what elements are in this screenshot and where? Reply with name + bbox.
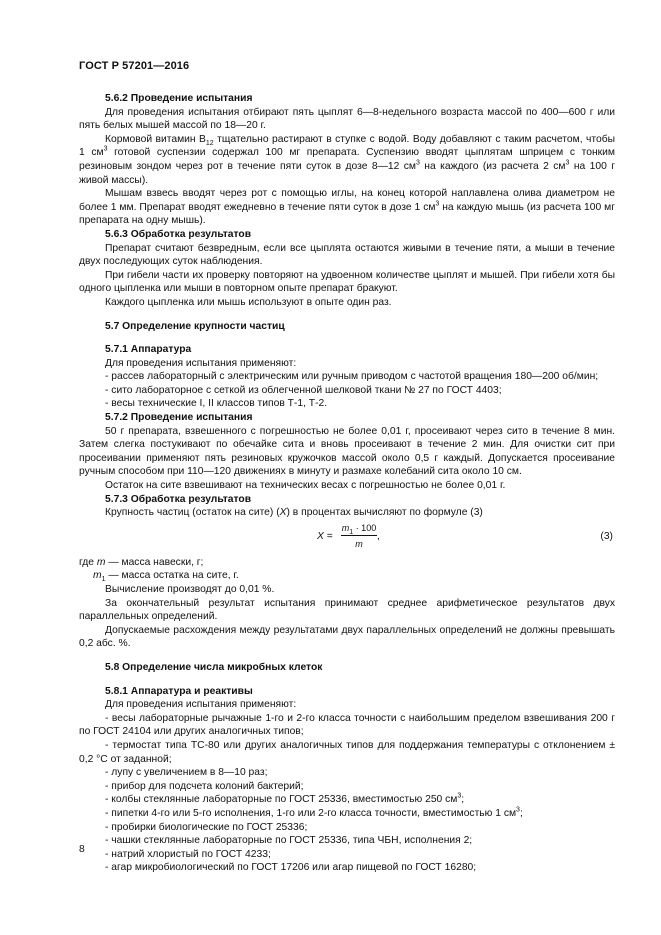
- list-item: - пипетки 4-го или 5-го исполнения, 1-го или 2-го класса точности, вместимостью 1 $см^3$;: [105, 806, 523, 819]
- list-item: - чашки стеклянные лабораторные по ГОСТ 25336, типа ЧБН, исполнения 2;: [105, 835, 473, 847]
- where-line-1: где m — масса навески, г;: [79, 556, 204, 568]
- formula-denominator: m: [355, 538, 363, 549]
- s573-paragraph-1: Крупность частиц (остаток на сите) (X) в процентах вычисляют по формуле (3): [105, 507, 483, 519]
- section-5-8-heading: 5.8 Определение числа микробных клеток: [105, 661, 323, 673]
- list-item: - термостат типа ТС-80 или других аналогичных типов для поддержания температуры с отклонением ± 0,2 °С от заданной;: [79, 739, 615, 765]
- s563-paragraph-1: Препарат считают безвредным, если все цыплята остаются живыми в течение пяти, а мыши в течение двух последующих суток наблюдения.: [79, 242, 615, 268]
- list-item: - натрий хлористый по ГОСТ 4233;: [105, 848, 271, 860]
- s562-paragraph-1: Для проведения испытания отбирают пять цыплят 6—8-недельного возраста массой по 400—600 г или пять белых мышей массой по 18—20 г.: [79, 106, 615, 132]
- s573-allowed: Допускаемые расхождения между результатами двух параллельных определений не должны превышать 0,2 абс. %.: [79, 624, 615, 650]
- formula-3: [79, 522, 615, 556]
- section-5-7-heading: 5.7 Определение крупности частиц: [105, 320, 285, 332]
- list-item: - сито лабораторное с сеткой из облегченной шелковой ткани № 27 по ГОСТ 4403;: [105, 384, 502, 396]
- document-body: [79, 92, 615, 875]
- formula-number: (3): [600, 530, 613, 542]
- list-item: - весы технические I, II классов типов Т-1, Т-2.: [105, 398, 328, 410]
- list-item: - лупу с увеличением в 8—10 раз;: [105, 767, 268, 779]
- s562-paragraph-3: Мышам взвесь вводят через рот с помощью иглы, на конец которой наплавлена олива диаметром не более 1 мм. Препарат вводят ежедневно в течение пяти суток в дозе 1 $см^3$ на каждую мышь (из расчета 100 мг препарата на одну мышь).: [79, 188, 615, 227]
- list-item: - весы лабораторные рычажные 1-го и 2-го класса точности с наибольшим пределом взвешивания 200 г по ГОСТ 24104 или других аналогичных типов;: [79, 712, 615, 738]
- formula-comma: ,: [377, 530, 380, 542]
- list-item: - рассев лабораторный с электрическим или ручным приводом с частотой вращения 180—200 об/мин;: [105, 371, 599, 383]
- list-item: - прибор для подсчета колоний бактерий;: [105, 780, 304, 792]
- s562-paragraph-2: Кормовой витамин $B_{12}$ тщательно растирают в ступке с водой. Воду добавляют с таким расчетом, чтобы 1 $см^3$ готовой суспензии содержал 100 мг препарата. Суспензию вводят цыплятам шприцем с тонким резиновым зондом через рот в течение пяти суток в дозе 8—12 $см^3$ на каждого (из расчета 2 $см^3$ на 100 г живой массы).: [79, 133, 615, 186]
- formula-lhs: X =: [317, 530, 333, 542]
- s563-paragraph-3: Каждого цыпленка или мышь используют в опыте один раз.: [105, 296, 392, 308]
- list-item: - агар микробиологический по ГОСТ 17206 или агар пищевой по ГОСТ 16280;: [105, 862, 477, 874]
- page-number: 8: [79, 844, 85, 855]
- list-item: - пробирки биологические по ГОСТ 25336;: [105, 821, 308, 833]
- where-line-2: $m_1$ — масса остатка на сите, г.: [93, 570, 239, 584]
- s563-paragraph-2: При гибели части их проверку повторяют на удвоенном количестве цыплят и мышей. При гибели хотя бы одного цыпленка или мыши в повторном опыте препарат бракуют.: [79, 269, 615, 295]
- s571-intro: Для проведения испытания применяют:: [105, 357, 297, 369]
- s572-paragraph-2: Остаток на сите взвешивают на технических весах с погрешностью не более 0,01 г.: [105, 480, 506, 492]
- document-header: ГОСТ Р 57201—2016: [79, 60, 190, 72]
- section-5-6-2-heading: 5.6.2 Проведение испытания: [105, 93, 253, 104]
- section-5-7-3-heading: 5.7.3 Обработка результатов: [105, 493, 252, 505]
- section-5-7-2-heading: 5.7.2 Проведение испытания: [105, 412, 253, 424]
- formula-numerator: $m_1 \cdot 100$: [341, 522, 377, 536]
- section-5-7-1-heading: 5.7.1 Аппаратура: [105, 344, 192, 356]
- s573-calc: Вычисление производят до 0,01 %.: [105, 584, 275, 595]
- s573-final: За окончательный результат испытания принимают среднее арифметическое результатов двух параллельных определений.: [79, 597, 615, 623]
- formula-fraction: [341, 522, 377, 550]
- s572-paragraph-1: 50 г препарата, взвешенного с погрешностью не более 0,01 г, просеивают через сито в течение 8 мин. Затем слегка постукивают по обечайке сита и вновь просеивают в течение 2 мин. Для очистки сит при просеивании применяют пять резиновых кружочков массой около 0,5 г каждый. Допускается просеивание ручным способом при 110—120 движениях в минуту и размахе колебаний сита около 10 см.: [79, 425, 615, 478]
- section-5-8-1-heading: 5.8.1 Аппаратура и реактивы: [105, 685, 253, 697]
- list-item: - колбы стеклянные лабораторные по ГОСТ 25336, вместимостью 250 $см^3$;: [105, 792, 465, 806]
- s581-intro: Для проведения испытания применяют:: [105, 699, 297, 711]
- section-5-6-3-heading: 5.6.3 Обработка результатов: [105, 228, 252, 240]
